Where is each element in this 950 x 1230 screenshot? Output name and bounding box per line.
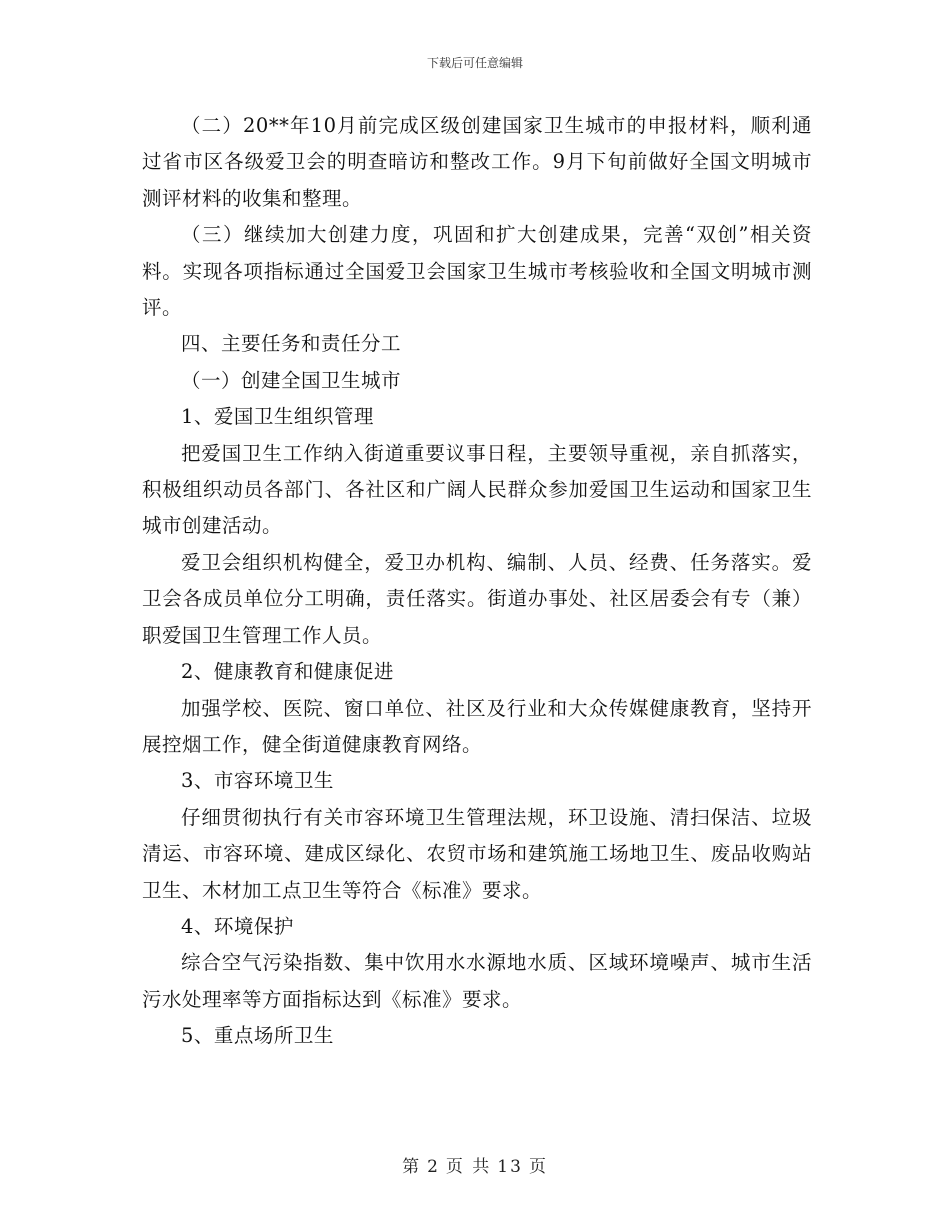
item-heading: 1、爱国卫生组织管理 bbox=[181, 405, 374, 429]
item-heading: 5、重点场所卫生 bbox=[181, 1024, 334, 1048]
paragraph: 加强学校、医院、窗口单位、社区及行业和大众传媒健康教育，坚持开展控烟工作，健全街道健康教育网络。 bbox=[142, 696, 812, 756]
paragraph: （三）继续加大创建力度，巩固和扩大创建成果，完善“双创”相关资料。实现各项指标通过全国爱卫会国家卫生城市考核验收和全国文明城市测评。 bbox=[142, 223, 812, 320]
footer-middle: 页 共 bbox=[445, 1157, 492, 1177]
document-body bbox=[142, 108, 812, 1055]
paragraph: 综合空气污染指数、集中饮用水水源地水质、区域环境噪声、城市生活污水处理率等方面指标达到《标准》要求。 bbox=[142, 951, 812, 1011]
paragraph: 仔细贯彻执行有关市容环境卫生管理法规，环卫设施、清扫保洁、垃圾清运、市容环境、建成区绿化、农贸市场和建筑施工场地卫生、废品收购站卫生、木材加工点卫生等符合《标准》要求。 bbox=[142, 805, 812, 902]
footer-suffix: 页 bbox=[528, 1157, 548, 1177]
paragraph: 把爱国卫生工作纳入街道重要议事日程，主要领导重视，亲自抓落实，积极组织动员各部门、各社区和广阔人民群众参加爱国卫生运动和国家卫生城市创建活动。 bbox=[142, 441, 812, 538]
paragraph: 爱卫会组织机构健全，爱卫办机构、编制、人员、经费、任务落实。爱卫会各成员单位分工明确，责任落实。街道办事处、社区居委会有专（兼）职爱国卫生管理工作人员。 bbox=[142, 550, 812, 647]
header-note: 下载后可任意编辑 bbox=[426, 56, 523, 70]
item-heading: 3、市容环境卫生 bbox=[181, 769, 334, 793]
footer-total-pages: 13 bbox=[497, 1157, 523, 1177]
paragraph: （二）20**年10月前完成区级创建国家卫生城市的申报材料，顺利通过省市区各级爱卫会的明查暗访和整改工作。9月下旬前做好全国文明城市测评材料的收集和整理。 bbox=[142, 114, 812, 210]
footer-page-number: 2 bbox=[427, 1157, 440, 1177]
page-footer bbox=[0, 1152, 950, 1177]
item-heading: 2、健康教育和健康促进 bbox=[181, 660, 394, 684]
footer-prefix: 第 bbox=[402, 1157, 422, 1177]
section-heading: 四、主要任务和责任分工 bbox=[181, 332, 402, 356]
item-heading: 4、环境保护 bbox=[181, 914, 294, 938]
subsection-heading: （一）创建全国卫生城市 bbox=[181, 368, 402, 392]
